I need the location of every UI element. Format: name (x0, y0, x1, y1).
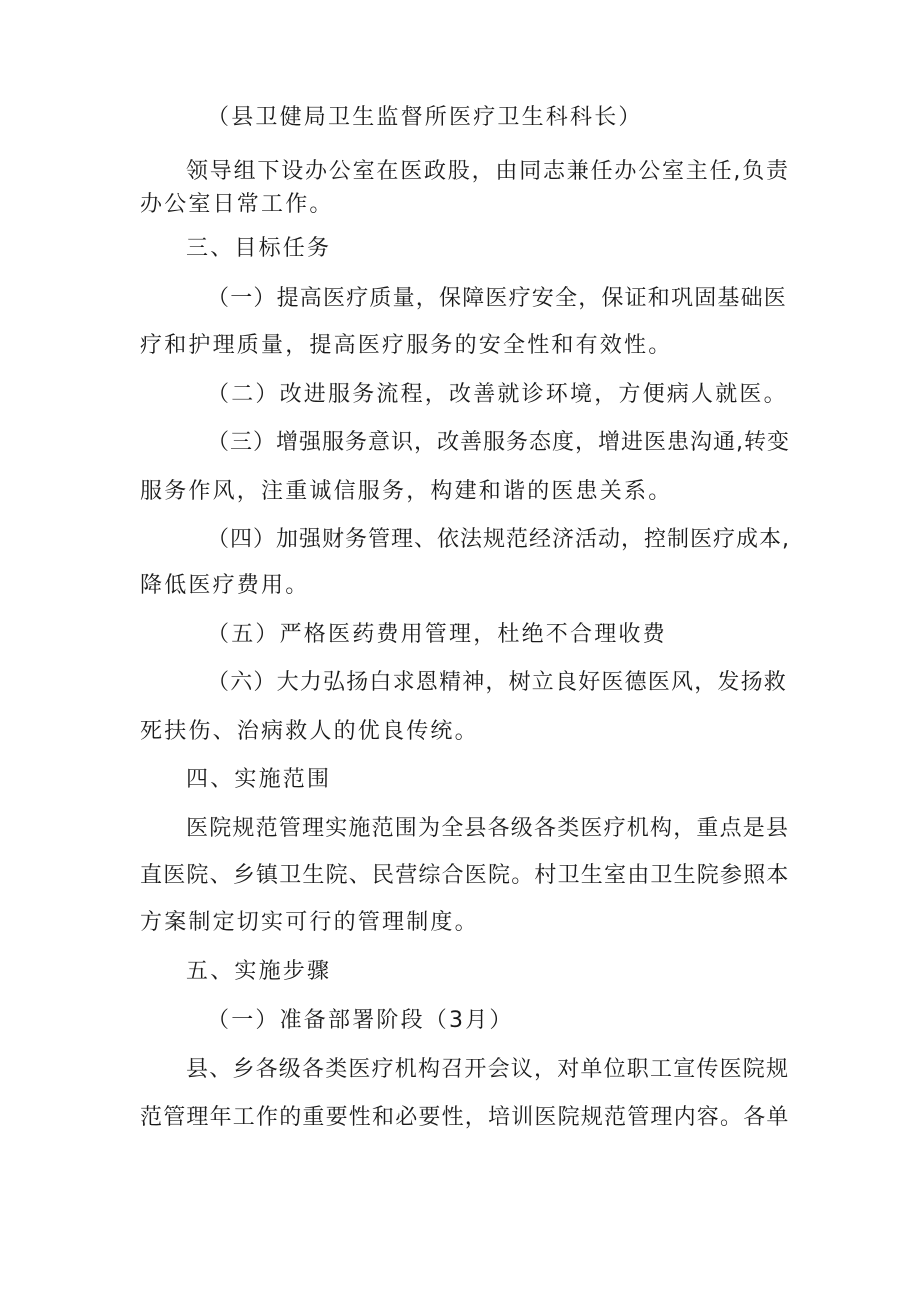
section-heading: 三、目标任务 (186, 236, 332, 261)
section-heading: 五、实施步骤 (186, 959, 332, 984)
text-line: 方案制定切实可行的管理制度。 (140, 910, 479, 935)
text-line: 办公室日常工作。 (140, 192, 334, 217)
text-line: 领导组下设办公室在医政股，由同志兼任办公室主任,负责 (186, 159, 790, 184)
text-line: （一）准备部署阶段（3月） (207, 1008, 514, 1033)
text-line: 服务作风，注重诚信服务，构建和谐的医患关系。 (140, 479, 673, 504)
text-line: （二）改进服务流程，改善就诊环境，方便病人就医。 (207, 382, 788, 407)
text-line: （三）增强服务意识，改善服务态度，增进医患沟通,转变 (207, 430, 790, 455)
text-line: （五）严格医药费用管理，杜绝不合理收费 (207, 622, 667, 647)
text-line: 死扶伤、治病救人的优良传统。 (140, 719, 479, 744)
text-line: 范管理年工作的重要性和必要性，培训医院规范管理内容。各单 (140, 1105, 790, 1130)
text-line: （县卫健局卫生监督所医疗卫生科科长） (207, 105, 643, 130)
text-line: （六）大力弘扬白求恩精神，树立良好医德医风，发扬救 (207, 670, 788, 695)
text-line: （一）提高医疗质量，保障医疗安全，保证和巩固基础医 (207, 286, 788, 311)
text-line: 直医院、乡镇卫生院、民营综合医院。村卫生室由卫生院参照本 (140, 863, 790, 888)
text-line: （四）加强财务管理、依法规范经济活动，控制医疗成本, (207, 527, 790, 552)
text-line: 医院规范管理实施范围为全县各级各类医疗机构，重点是县 (186, 816, 790, 841)
text-line: 疗和护理质量，提高医疗服务的安全性和有效性。 (140, 333, 673, 358)
text-line: 县、乡各级各类医疗机构召开会议，对单位职工宣传医院规 (186, 1057, 790, 1082)
text-line: 降低医疗费用。 (140, 573, 310, 598)
section-heading: 四、实施范围 (186, 767, 332, 792)
